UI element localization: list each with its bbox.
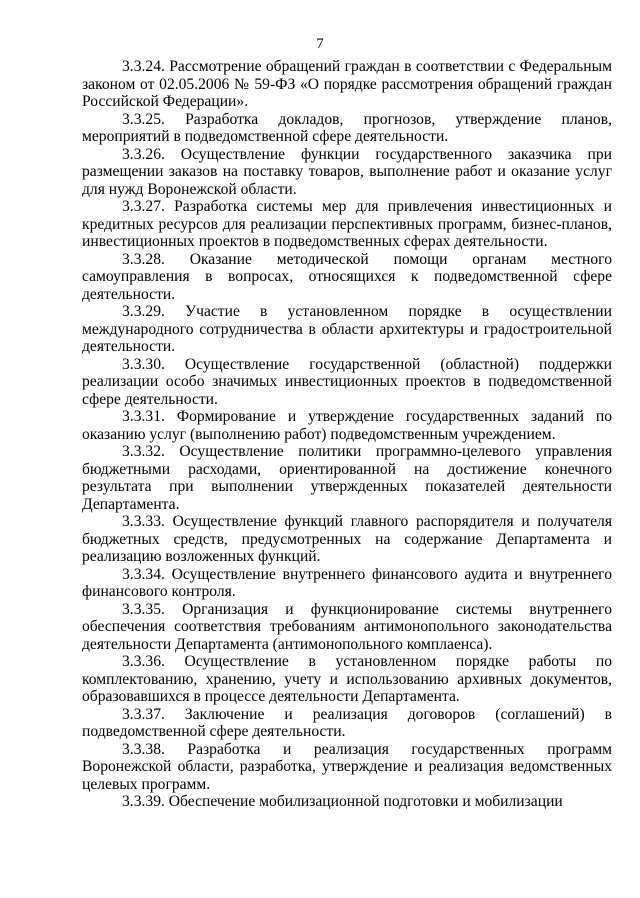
page-number: 7 bbox=[316, 36, 324, 52]
paragraph-3-3-33: 3.3.33. Осуществление функций главного распорядителя и получателя бюджетных средств, предусмотренных на содержание Департамента и реализацию возложенных функций. bbox=[82, 513, 612, 565]
paragraph-3-3-29: 3.3.29. Участие в установленном порядке в осуществлении международного сотрудничества в области архитектуры и градостроительной деятельности. bbox=[82, 303, 612, 355]
paragraph-3-3-38: 3.3.38. Разработка и реализация государственных программ Воронежской области, разработка, утверждение и реализация ведомственных целевых программ. bbox=[82, 740, 612, 793]
paragraph-3-3-28: 3.3.28. Оказание методической помощи органам местного самоуправления в вопросах, относящихся к подведомственной сфере деятельности. bbox=[82, 250, 612, 303]
paragraph-3-3-34: 3.3.34. Осуществление внутреннего финансового аудита и внутреннего финансового контроля. bbox=[82, 565, 612, 600]
paragraph-3-3-31: 3.3.31. Формирование и утверждение государственных заданий по оказанию услуг (выполнению работ) подведомственным учреждением. bbox=[82, 408, 612, 443]
document-body bbox=[82, 58, 612, 811]
paragraph-3-3-26: 3.3.26. Осуществление функции государственного заказчика при размещении заказов на поставку товаров, выполнение работ и оказание услуг для нужд Воронежской области. bbox=[82, 145, 612, 198]
paragraph-3-3-27: 3.3.27. Разработка системы мер для привлечения инвестиционных и кредитных ресурсов для реализации перспективных программ, бизнес-планов, инвестиционных проектов в подведомственных сферах деятельности. bbox=[82, 198, 612, 250]
paragraph-3-3-32: 3.3.32. Осуществление политики программно-целевого управления бюджетными расходами, ориентированной на достижение конечного результата при выполнении утвержденных показателей деятельности Департамента. bbox=[82, 443, 612, 513]
paragraph-3-3-37: 3.3.37. Заключение и реализация договоров (соглашений) в подведомственной сфере деятельности. bbox=[82, 705, 612, 740]
paragraph-3-3-25: 3.3.25. Разработка докладов, прогнозов, утверждение планов, мероприятий в подведомственной сфере деятельности. bbox=[82, 110, 612, 145]
paragraph-3-3-24: 3.3.24. Рассмотрение обращений граждан в соответствии с Федеральным законом от 02.05.2006 № 59-ФЗ «О порядке рассмотрения обращений граждан Российской Федерации». bbox=[82, 58, 612, 110]
paragraph-3-3-39: 3.3.39. Обеспечение мобилизационной подготовки и мобилизации bbox=[122, 793, 563, 810]
paragraph-3-3-36: 3.3.36. Осуществление в установленном порядке работы по комплектованию, хранению, учету и использованию архивных документов, образовавшихся в процессе деятельности Департамента. bbox=[82, 653, 612, 705]
paragraph-3-3-30: 3.3.30. Осуществление государственной (областной) поддержки реализации особо значимых инвестиционных проектов в подведомственной сфере деятельности. bbox=[82, 355, 612, 408]
paragraph-3-3-35: 3.3.35. Организация и функционирование системы внутреннего обеспечения соответствия требованиям антимонопольного законодательства деятельности Департамента (антимонопольного комплаенса). bbox=[82, 600, 612, 653]
